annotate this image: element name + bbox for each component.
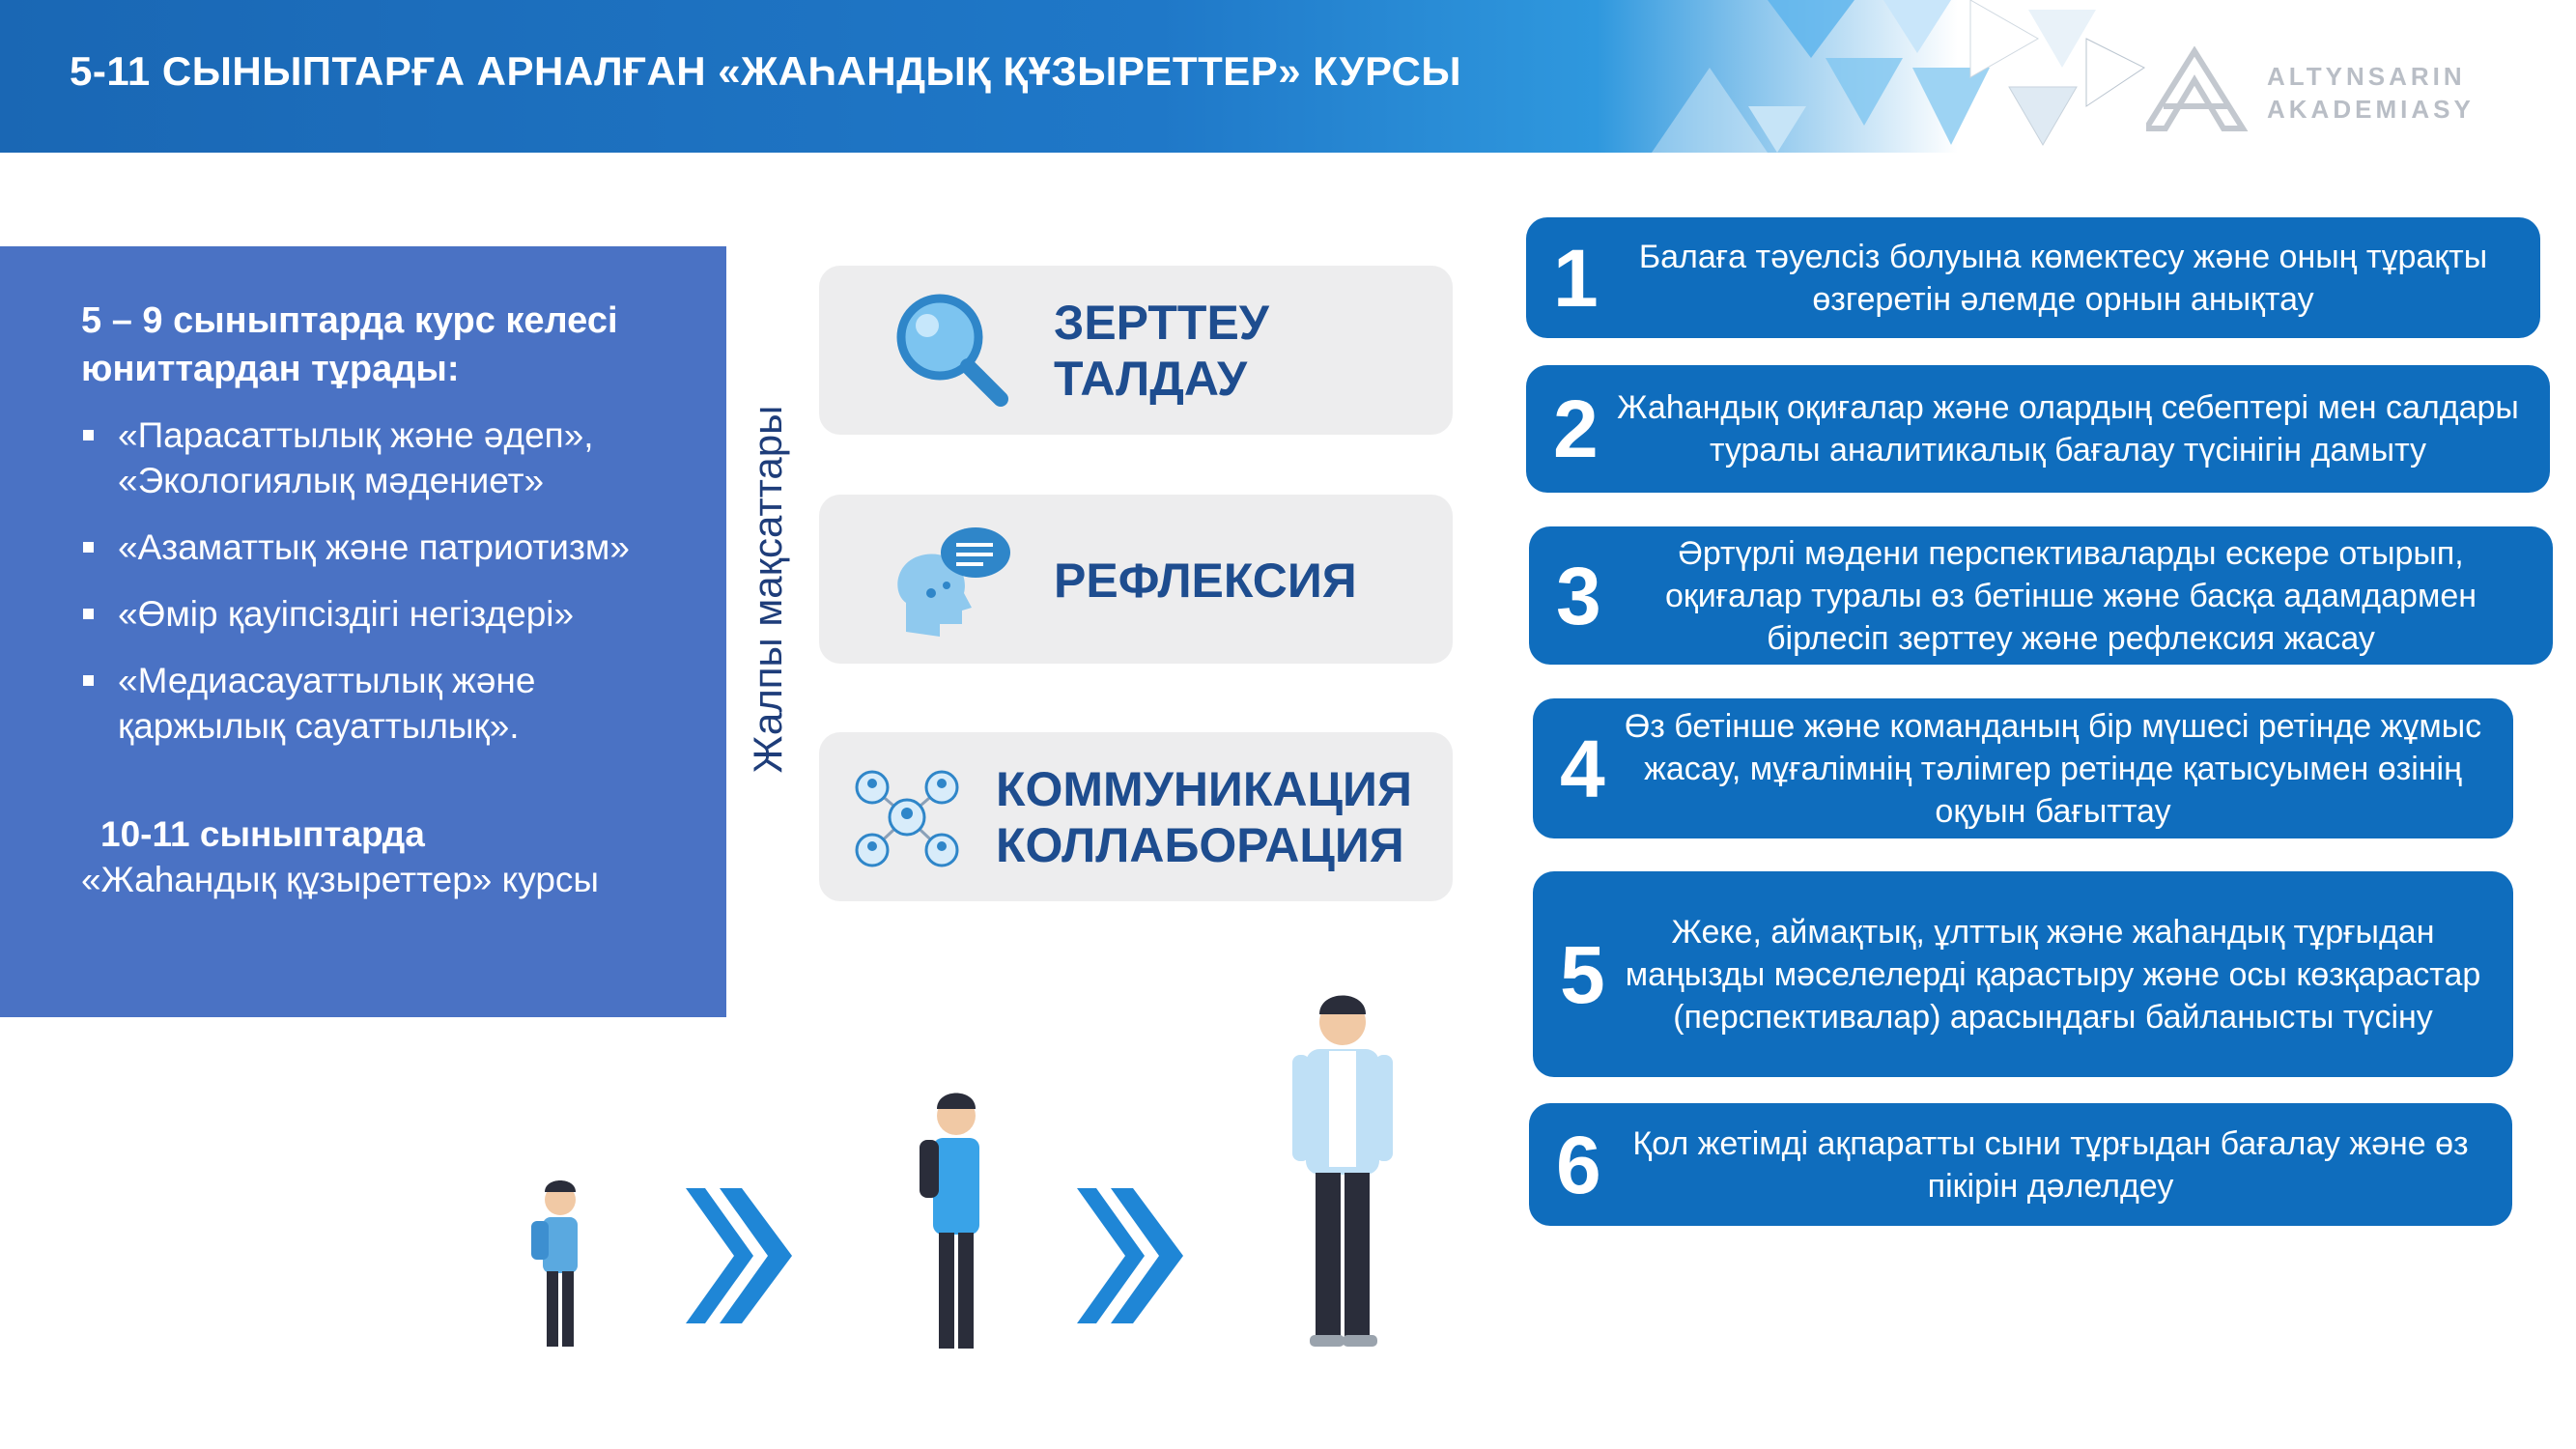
adult-figure — [1292, 996, 1393, 1348]
decorative-triangles — [1623, 0, 2164, 153]
objective-text: Өз бетінше және команданың бір мүшесі ретінде жұмыс жасау, мұғалімнің тәлімгер ретінде қатысуымен өзінің оқуын бағыттау — [1624, 707, 2482, 830]
bullet-icon — [83, 542, 94, 553]
objective-number: 5 — [1560, 928, 1605, 1020]
unit-label: «Өмір қауіпсіздігі негіздері» — [118, 594, 575, 634]
unit-label: «Азаматтық және патриотизм» — [118, 527, 630, 567]
goal-label-line-1: РЕФЛЕКСИЯ — [1054, 554, 1357, 608]
objective-number: 6 — [1556, 1119, 1601, 1210]
objective-text: Жеке, аймақтық, ұлттық және жаһандық тұрғыдан маңызды мәселелерді қарастыру және осы көзқарастар (перспективалар) арасындағы байланысты түсіну — [1625, 913, 2481, 1036]
goal-label-line-1: КОММУНИКАЦИЯ — [996, 762, 1412, 816]
chevron-right-icon — [686, 1188, 792, 1323]
list-item — [81, 525, 699, 570]
goal-label-line-2: ТАЛДАУ — [1054, 352, 1248, 406]
page-title: 5-11 СЫНЫПТАРҒА АРНАЛҒАН «ЖАҺАНДЫҚ ҚҰЗЫРЕТТЕР» КУРСЫ — [70, 48, 1461, 94]
objective-card-5 — [1533, 871, 2513, 1077]
student-growth-illustration — [502, 985, 1430, 1372]
goal-label-line-1: ЗЕРТТЕУ — [1054, 296, 1269, 350]
objective-number: 1 — [1553, 232, 1599, 324]
objective-number: 4 — [1560, 723, 1605, 814]
units-list — [81, 412, 699, 770]
logo-mark-icon — [2146, 46, 2252, 133]
goal-card-reflection — [819, 495, 1453, 664]
goal-label — [1054, 553, 1357, 609]
logo-line-1: ALTYNSARIN — [2267, 62, 2466, 91]
head-thought-icon — [887, 516, 1014, 643]
unit-label: «Парасаттылық және әдеп», «Экологиялық мәдениет» — [118, 415, 594, 500]
bullet-icon — [83, 430, 94, 440]
objective-number: 3 — [1556, 550, 1601, 641]
goal-label — [996, 761, 1412, 873]
goal-card-research — [819, 266, 1453, 435]
units-panel — [0, 246, 726, 1017]
objective-text: Балаға тәуелсіз болуына көмектесу және оның тұрақты өзгеретін әлемде орнын анықтау — [1638, 238, 2488, 318]
list-item — [81, 591, 699, 637]
chevron-right-icon — [1077, 1188, 1183, 1323]
objective-text: Жаһандық оқиғалар және олардың себептері мен салдары туралы аналитикалық бағалау түсінігін дамыту — [1617, 389, 2519, 469]
unit-label: «Медиасауаттылық және қаржылық сауаттылық». — [118, 661, 536, 746]
objective-card-6 — [1529, 1103, 2512, 1226]
objective-card-1 — [1526, 217, 2540, 338]
objective-card-4 — [1533, 698, 2513, 838]
altynsarin-logo — [2146, 46, 2475, 133]
logo-line-2: AKADEMIASY — [2267, 95, 2475, 124]
list-item — [81, 412, 699, 503]
child-figure — [531, 1180, 578, 1347]
bullet-icon — [83, 609, 94, 619]
list-item — [81, 658, 699, 749]
objective-text: Әртүрлі мәдени перспективаларды ескере отырып, оқиғалар туралы өз бетінше және басқа адамдармен бірлесіп зерттеу және рефлексия жасау — [1664, 534, 2477, 657]
grades-10-11-course: «Жаһандық құзыреттер» курсы — [81, 860, 599, 899]
goal-label — [1054, 295, 1269, 407]
bullet-icon — [83, 675, 94, 686]
units-heading: 5 – 9 сыныптарда курс келесі юниттардан тұрады: — [81, 300, 618, 389]
magnifier-icon — [887, 287, 1014, 414]
grades-10-11-label: 10-11 сыныптарда — [100, 814, 425, 854]
network-people-icon — [843, 753, 971, 881]
objective-card-3 — [1529, 526, 2553, 665]
goal-card-communication — [819, 732, 1453, 901]
header-banner — [0, 0, 2576, 153]
objective-number: 2 — [1553, 384, 1599, 474]
objective-card-2 — [1526, 365, 2550, 493]
general-goals-label: Жалпы мақсаттары — [745, 405, 790, 774]
teen-figure — [920, 1094, 979, 1350]
goal-label-line-2: КОЛЛАБОРАЦИЯ — [996, 818, 1404, 872]
objective-text: Қол жетімді ақпаратты сыни тұрғыдан бағалау және өз пікірін дәлелдеу — [1632, 1124, 2469, 1205]
grades-10-11-note — [81, 811, 622, 902]
